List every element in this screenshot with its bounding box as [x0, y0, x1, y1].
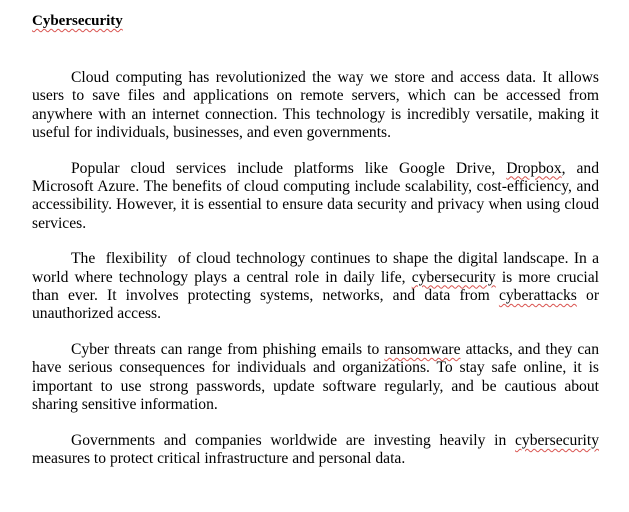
paragraph-1[interactable] [32, 69, 599, 142]
paragraph-text: is more crucial than ever. It involves protecting systems, networks, and data from [32, 268, 599, 304]
paragraph-text: Popular cloud services include platforms like Google Drive, [71, 159, 507, 177]
spellcheck-flagged-word[interactable]: cyberattacks [498, 286, 577, 304]
paragraph-text: , and Microsoft Azure. The benefits of cloud computing include scalability, cost-efficiency, and accessibility. However, it is essential to ensure data security and privacy when using cloud services. [32, 159, 600, 232]
spellcheck-flagged-word[interactable]: Dropbox [506, 159, 562, 177]
paragraph-4[interactable] [32, 341, 599, 414]
paragraph-text: Cloud computing has revolutionized the way we store and access data. It allows users to save files and applications on remote servers, which can be accessed from anywhere with an internet connection. This technology is incredibly versatile, making it useful for individuals, businesses, and even governments. [32, 69, 599, 141]
spellcheck-flagged-word[interactable]: ransomware [384, 341, 461, 359]
document-title: Cybersecurity [32, 13, 123, 29]
paragraph-5[interactable] [32, 432, 599, 469]
paragraph-text: measures to protect critical infrastructure and personal data. [32, 450, 406, 468]
paragraph-3[interactable] [32, 250, 603, 323]
spellcheck-flagged-word[interactable]: cybersecurity [515, 431, 599, 449]
paragraph-text: The flexibility of cloud technology continues to shape the digital landscape. In a world where technology plays a central role in daily life, [32, 250, 603, 286]
spellcheck-flagged-word[interactable]: cybersecurity [411, 268, 496, 286]
paragraph-text: attacks, and they can have serious consequences for individuals and organizations. To stay safe online, it is important to use strong passwords, update software regularly, and be cautious about sharing sensitive information. [32, 341, 599, 413]
paragraph-text: or unauthorized access. [32, 286, 600, 323]
document-page[interactable] [32, 11, 603, 486]
paragraph-text: Cyber threats can range from phishing emails to [71, 341, 385, 359]
paragraph-2[interactable] [32, 160, 599, 233]
paragraph-text: Governments and companies worldwide are investing heavily in [71, 431, 515, 449]
